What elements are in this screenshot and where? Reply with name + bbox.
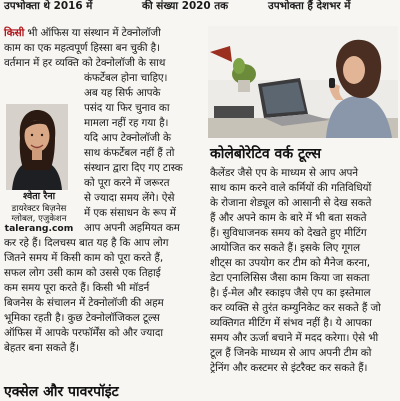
intro-line-16: जितने समय में किसी काम को पूरा करते हैं, xyxy=(4,252,164,264)
intro-line-5: अब यह सिर्फ आपके xyxy=(84,87,161,99)
top-stat-left: उपभोक्ता थे 2016 में xyxy=(4,0,93,12)
intro-line-3: वर्तमान में हर व्यक्ति को टेक्नोलॉजी के साथ xyxy=(4,57,166,69)
collab-line-5: हैं। सुविधाजनक समय को देखते हुए मीटिंग xyxy=(210,227,367,239)
collab-line-7: शीट्स का उपयोग कर टीम को मैनेज करना, xyxy=(210,257,370,269)
intro-line-13: में एक संसाधन के रूप में xyxy=(84,207,176,219)
collab-line-13: टूल हैं जिनके माध्यम से आप अपनी टीम को xyxy=(210,347,372,359)
intro-line-20: भूमिका रहती है। कुछ टेक्नोलॉजिकल टूल्स xyxy=(4,312,160,324)
intro-line-11: को पूरा करने में जरूरत xyxy=(84,177,170,189)
intro-line-15: कर रहे हैं। दिलचस्प बात यह है कि आप लोग xyxy=(4,237,169,249)
collab-line-2: साथ काम करने वाले कर्मियों की गतिविधियों xyxy=(210,182,372,194)
intro-line-14: आप अपनी अहमियत कम xyxy=(84,222,180,234)
intro-line-17: सफल लोग उसी काम को उससे एक तिहाई xyxy=(4,267,161,279)
woman-laptop-graphic xyxy=(208,26,398,138)
collab-line-3: के रोजाना शेड्यूल को आसानी से देख सकते xyxy=(210,197,372,209)
collab-line-6: आयोजित कर सकते हैं। इसके लिए गूगल xyxy=(210,242,360,254)
author-portrait-graphic xyxy=(6,104,68,190)
author-name: श्वेता रैना xyxy=(22,191,56,202)
collab-line-14: ट्रेनिंग और कस्टमर से इंटरैक्ट कर सकते हैं। xyxy=(210,362,368,374)
intro-line-4: कंफर्टेबल होना चाहिए। xyxy=(84,72,168,84)
intro-line-19: बिजनेस के संचालन में टेक्नोलॉजी की अहम xyxy=(4,297,164,309)
collab-line-8: डेटा एनालिसिस जैसा काम किया जा सकता xyxy=(210,272,370,284)
intro-line-8: यदि आप टेक्नोलॉजी के xyxy=(84,132,171,144)
collab-line-12: समय और ऊर्जा बचाने में मदद करेगा। ऐसे भी xyxy=(210,332,379,344)
office-photo xyxy=(208,26,398,138)
intro-line-9: साथ कंफर्टेबल नहीं हैं तो xyxy=(84,147,175,159)
collab-line-9: है। ई-मेल और स्काइप जैसे एप का इस्तेमाल xyxy=(210,287,371,299)
intro-line-2: काम का एक महत्वपूर्ण हिस्सा बन चुकी है। xyxy=(4,42,160,54)
section-excel-heading: एक्सेल और पावरपॉइंट xyxy=(4,384,119,400)
collab-line-10: कर व्यक्ति से तुरंत कम्युनिकेट कर सकते हैं जो xyxy=(210,302,381,314)
intro-line-18: कम समय पूरा करते हैं। किसी भी मॉडर्न xyxy=(4,282,150,294)
intro-line-21: ऑफिस में आपके परफॉर्मेंस को और ज्यादा xyxy=(4,327,163,339)
intro-drop-word: किसी xyxy=(4,27,25,39)
intro-line-22: बेहतर बना सकते हैं। xyxy=(4,342,79,354)
author-title-line2: ग्लोबल, एजुकेशन xyxy=(11,214,67,224)
author-photo xyxy=(6,104,68,190)
author-site: talerang.com xyxy=(4,223,74,234)
collab-line-11: व्यक्तिगत मीटिंग में संभव नहीं है। ये आपका xyxy=(210,317,372,329)
intro-line-6: पसंद या फिर चुनाव का xyxy=(84,102,170,114)
collab-line-1: कैलेंडर जैसे एप के माध्यम से आप अपने xyxy=(210,167,358,179)
author-title-line1: डायरेक्टर बिज़नेस xyxy=(11,204,67,214)
collab-line-4: हैं और अपने काम के बारे में भी बता सकते xyxy=(210,212,367,224)
intro-line-1: किसी भी ऑफिस या संस्थान में टेक्नोलॉजी xyxy=(4,27,161,39)
intro-line-7: मामला नहीं रह गया है। xyxy=(84,117,169,129)
top-stat-center: की संख्या 2020 तक xyxy=(142,0,229,12)
intro-line-10: संस्थान द्वारा दिए गए टास्क xyxy=(84,162,183,174)
top-stat-right: उपभोक्ता हैं देशभर में xyxy=(268,0,351,12)
intro-line-12: से ज्यादा समय लेंगे। ऐसे xyxy=(84,192,175,204)
section-collab-heading: कोलेबोरेटिव वर्क टूल्स xyxy=(210,146,321,162)
